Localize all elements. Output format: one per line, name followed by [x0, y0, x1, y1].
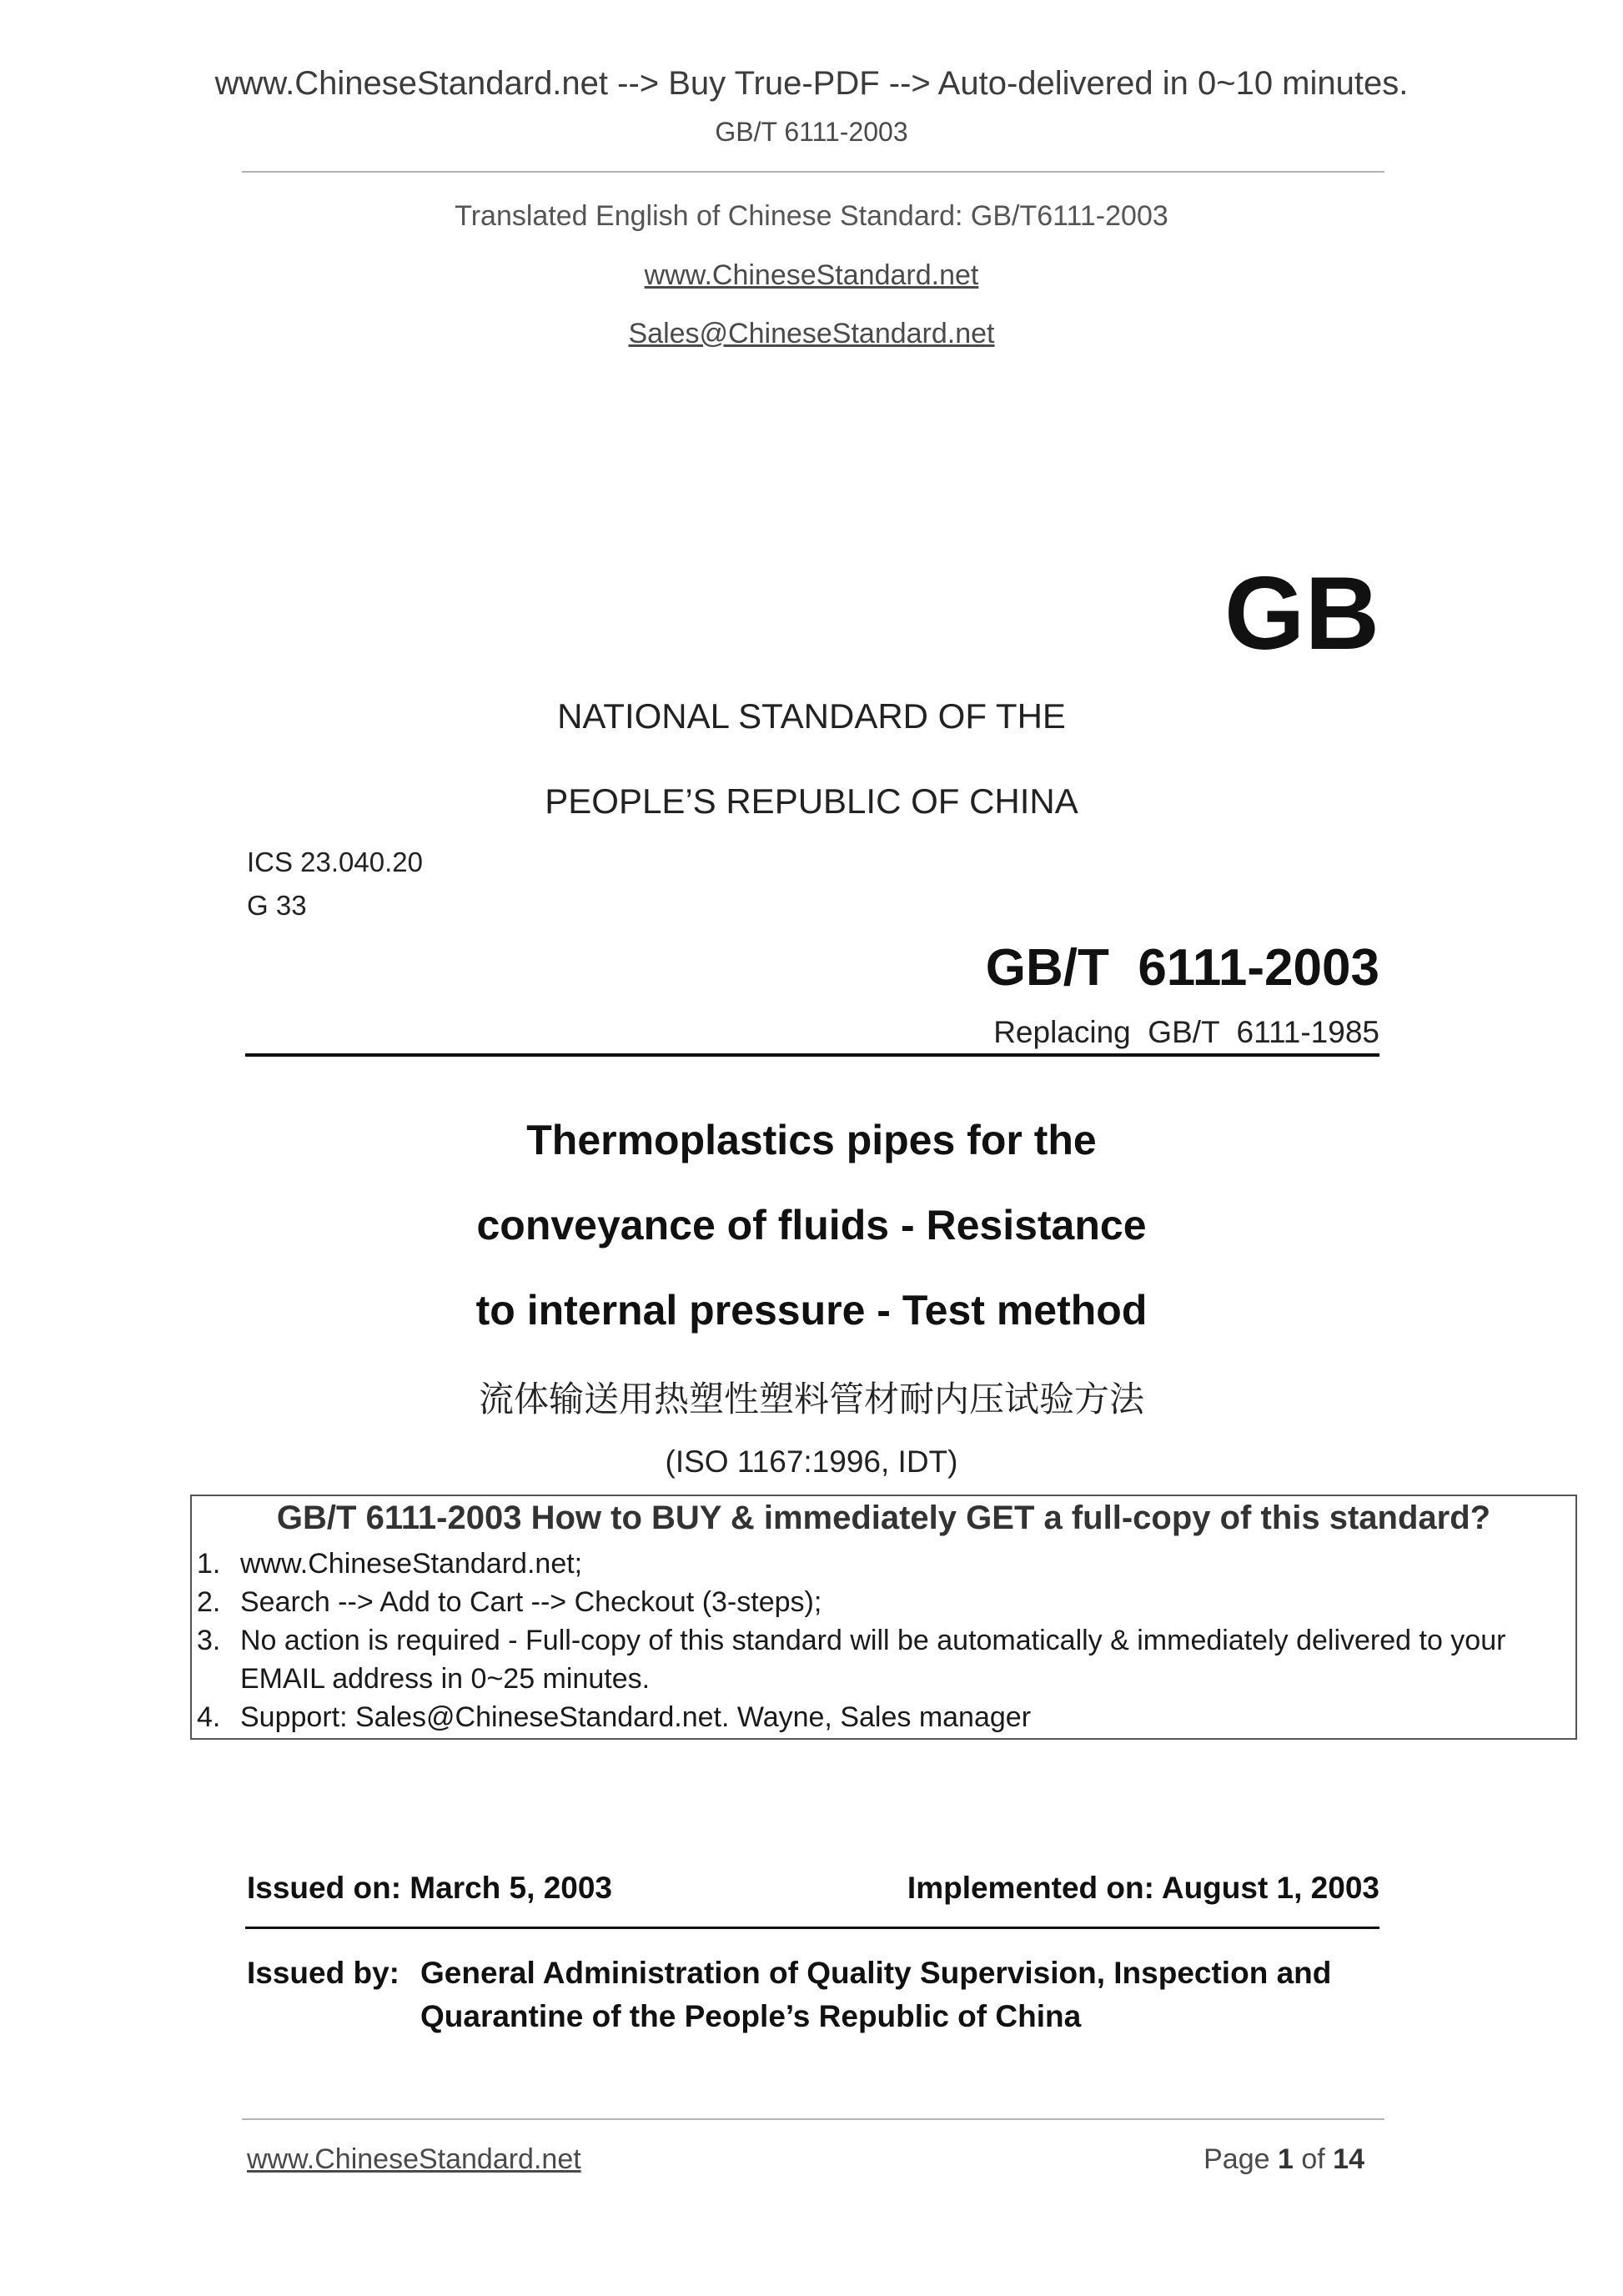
- issued-on-date: Issued on: March 5, 2003: [247, 1871, 613, 1905]
- site-link-wrapper: [0, 259, 1623, 292]
- issued-by-label: Issued by:: [247, 1956, 399, 1990]
- footer-divider: [242, 2118, 1384, 2120]
- gb-mark: GB: [1224, 556, 1379, 671]
- issued-by-line-1: General Administration of Quality Supervision, Inspection and: [420, 1956, 1332, 1990]
- step-text: Support: Sales@ChineseStandard.net. Wayne, Sales manager: [240, 1701, 1032, 1733]
- title-divider: [245, 1053, 1379, 1057]
- standard-number: GB/T 6111-2003: [985, 939, 1379, 997]
- purchase-step: [197, 1698, 1565, 1736]
- page-label: Page: [1203, 2143, 1270, 2175]
- page-current: 1: [1277, 2143, 1294, 2175]
- national-standard-line-2: PEOPLE’S REPUBLIC OF CHINA: [545, 781, 1078, 821]
- page-total: 14: [1333, 2143, 1364, 2175]
- purchase-step: [197, 1583, 1565, 1621]
- title-line-2: conveyance of fluids - Resistance: [476, 1202, 1147, 1248]
- purchase-steps-list: [197, 1545, 1565, 1736]
- footer-site-link[interactable]: www.ChineseStandard.net: [247, 2143, 581, 2175]
- page-of-label: of: [1301, 2143, 1325, 2175]
- purchase-box-title: GB/T 6111-2003 How to BUY & immediately GET a full-copy of this standard?: [276, 1500, 1491, 1536]
- replacing-note: Replacing GB/T 6111-1985: [993, 1015, 1379, 1049]
- page-indicator: [1203, 2143, 1364, 2176]
- step-number: 4.: [197, 1701, 221, 1733]
- national-standard-line-1: NATIONAL STANDARD OF THE: [557, 696, 1066, 736]
- implemented-on-date: Implemented on: August 1, 2003: [907, 1871, 1379, 1905]
- email-link[interactable]: Sales@ChineseStandard.net: [628, 318, 995, 349]
- purchase-info-box: [190, 1495, 1577, 1740]
- email-link-wrapper: [0, 318, 1623, 350]
- step-number: 2.: [197, 1586, 221, 1618]
- translated-notice: Translated English of Chinese Standard: GB/T6111-2003: [455, 200, 1168, 232]
- header-divider: [242, 171, 1384, 173]
- purchase-step: [197, 1621, 1565, 1698]
- title-line-1: Thermoplastics pipes for the: [526, 1117, 1097, 1163]
- chinese-title: 流体输送用热塑性塑料管材耐内压试验方法: [478, 1379, 1144, 1419]
- step-text: www.ChineseStandard.net;: [240, 1548, 583, 1580]
- title-line-3: to internal pressure - Test method: [475, 1287, 1148, 1334]
- site-link[interactable]: www.ChineseStandard.net: [644, 259, 979, 291]
- step-text: Search --> Add to Cart --> Checkout (3-steps);: [240, 1586, 822, 1618]
- step-number: 1.: [197, 1548, 221, 1580]
- step-text: No action is required - Full-copy of this standard will be automatically & immediately delivered to your EMAIL address in 0~25 minutes.: [240, 1625, 1506, 1695]
- issuance-divider: [245, 1927, 1379, 1929]
- issued-by-line-2: Quarantine of the People’s Republic of China: [420, 1999, 1082, 2033]
- ics-code: ICS 23.040.20: [247, 847, 423, 877]
- header-code: GB/T 6111-2003: [715, 117, 908, 147]
- step-number: 3.: [197, 1625, 221, 1656]
- iso-reference: (ISO 1167:1996, IDT): [665, 1444, 958, 1479]
- header-banner: www.ChineseStandard.net --> Buy True-PDF --> Auto-delivered in 0~10 minutes.: [214, 65, 1409, 102]
- purchase-step: [197, 1545, 1565, 1583]
- g-code: G 33: [247, 890, 307, 921]
